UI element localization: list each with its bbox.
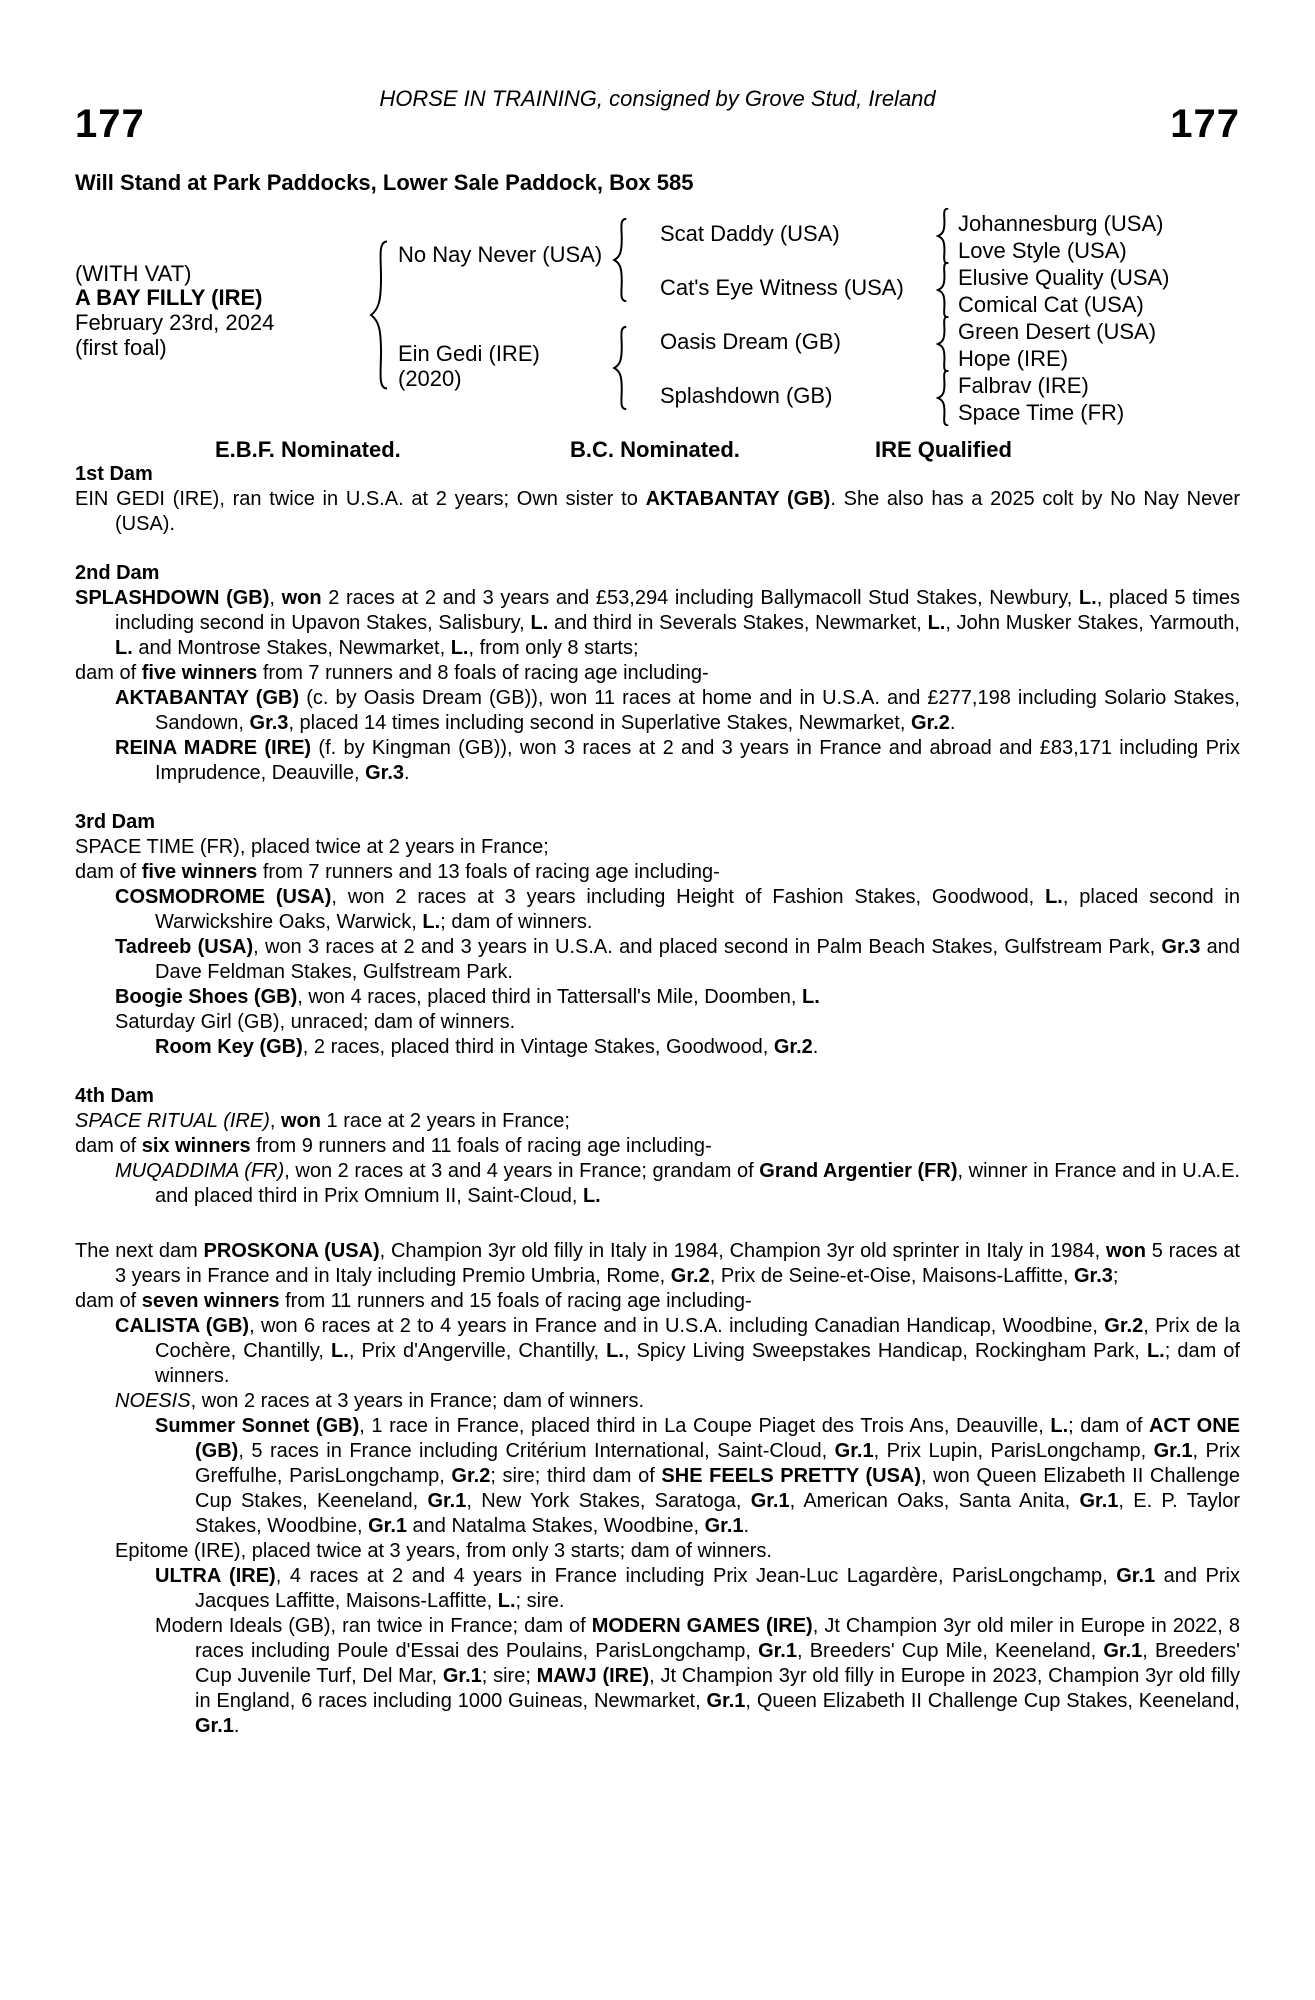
pedigree-brace	[612, 326, 627, 410]
subject-name: A BAY FILLY (IRE)	[75, 285, 263, 310]
body-paragraph: dam of five winners from 7 runners and 8 foals of racing age including-	[75, 662, 709, 684]
body-paragraph: SPACE RITUAL (IRE), won 1 race at 2 years in France;	[75, 1110, 570, 1132]
pedigree-brace	[936, 262, 949, 318]
stand-location-line: Will Stand at Park Paddocks, Lower Sale Paddock, Box 585	[75, 170, 694, 195]
body-paragraph: Boogie Shoes (GB), won 4 races, placed third in Tattersall's Mile, Doomben, L.	[115, 986, 820, 1008]
body-paragraph: CALISTA (GB), won 6 races at 2 to 4 years in France and in U.S.A. including Canadian Handicap, Woodbine, Gr.2, Prix de la Cochère, Chantilly, L., Prix d'Angerville, Chantilly, L., Spicy Living Sweepstakes Handicap, Rockingham Park, L.; dam of winners.	[115, 1315, 1241, 1387]
pedigree-brace	[936, 208, 949, 264]
body-paragraph: The next dam PROSKONA (USA), Champion 3yr old filly in Italy in 1984, Champion 3yr old sprinter in Italy in 1984, won 5 races at 3 years in France and in Italy including Premio Umbria, Rome, Gr.2, Prix de Seine-et-Oise, Maisons-Laffitte, Gr.3;	[75, 1240, 1240, 1287]
body-paragraph: EIN GEDI (IRE), ran twice in U.S.A. at 2 years; Own sister to AKTABANTAY (GB). She also has a 2025 colt by No Nay Never (USA).	[75, 488, 1240, 535]
pedigree-brace	[936, 316, 949, 372]
lot-number-right: 177	[1170, 102, 1240, 146]
body-paragraph: ULTRA (IRE), 4 races at 2 and 4 years in France including Prix Jean-Luc Lagardère, ParisLongchamp, Gr.1 and Prix Jacques Laffitte, Maisons-Laffitte, L.; sire.	[155, 1565, 1240, 1612]
pedigree-ancestor: Green Desert (USA)	[958, 319, 1157, 344]
pedigree-text	[75, 462, 1240, 1739]
pedigree-ancestor: Love Style (USA)	[958, 238, 1127, 263]
pedigree-brace	[368, 240, 388, 390]
vat-note: (WITH VAT)	[75, 261, 192, 286]
pedigree-ancestor: Elusive Quality (USA)	[958, 265, 1170, 290]
pedigree-dam-sire: Oasis Dream (GB)	[660, 329, 841, 354]
bc-nomination: B.C. Nominated.	[570, 437, 740, 462]
pedigree-sire-sire: Scat Daddy (USA)	[660, 221, 840, 246]
body-paragraph: dam of six winners from 9 runners and 11 foals of racing age including-	[75, 1135, 712, 1157]
pedigree-ancestor: Falbrav (IRE)	[958, 373, 1089, 398]
section-heading: 2nd Dam	[75, 562, 160, 584]
pedigree-ancestor: Hope (IRE)	[958, 346, 1069, 371]
section-heading: 1st Dam	[75, 463, 153, 485]
subject-foaling-date: February 23rd, 2024	[75, 310, 275, 335]
pedigree-dam-dam: Splashdown (GB)	[660, 383, 833, 408]
body-paragraph: dam of five winners from 7 runners and 13 foals of racing age including-	[75, 861, 720, 883]
body-paragraph: NOESIS, won 2 races at 3 years in France; dam of winners.	[115, 1390, 645, 1412]
pedigree-ancestor: Comical Cat (USA)	[958, 292, 1144, 317]
body-paragraph: SPACE TIME (FR), placed twice at 2 years in France;	[75, 836, 549, 858]
pedigree-ancestor: Johannesburg (USA)	[958, 211, 1164, 236]
body-paragraph: Saturday Girl (GB), unraced; dam of winners.	[115, 1011, 516, 1033]
ebf-nomination: E.B.F. Nominated.	[215, 437, 401, 462]
section-heading: 4th Dam	[75, 1085, 154, 1107]
pedigree-dam-year: (2020)	[398, 366, 462, 391]
body-paragraph: SPLASHDOWN (GB), won 2 races at 2 and 3 years and £53,294 including Ballymacoll Stud Stakes, Newbury, L., placed 5 times including second in Upavon Stakes, Salisbury, L. and third in Severals Stakes, Newmarket, L., John Musker Stakes, Yarmouth, L. and Montrose Stakes, Newmarket, L., from only 8 starts;	[75, 587, 1240, 659]
pedigree-dam: Ein Gedi (IRE)	[398, 341, 540, 366]
pedigree-brace	[936, 370, 949, 426]
body-paragraph: Summer Sonnet (GB), 1 race in France, placed third in La Coupe Piaget des Trois Ans, Deauville, L.; dam of ACT ONE (GB), 5 races in France including Critérium International, Saint-Cloud, Gr.1, Prix Lupin, ParisLongchamp, Gr.1, Prix Greffulhe, ParisLongchamp, Gr.2; sire; third dam of SHE FEELS PRETTY (USA), won Queen Elizabeth II Challenge Cup Stakes, Keeneland, Gr.1, New York Stakes, Saratoga, Gr.1, American Oaks, Santa Anita, Gr.1, E. P. Taylor Stakes, Woodbine, Gr.1 and Natalma Stakes, Woodbine, Gr.1.	[155, 1415, 1241, 1537]
body-paragraph: Room Key (GB), 2 races, placed third in Vintage Stakes, Goodwood, Gr.2.	[155, 1036, 819, 1058]
pedigree-ancestor: Space Time (FR)	[958, 400, 1125, 425]
body-paragraph: REINA MADRE (IRE) (f. by Kingman (GB)), won 3 races at 2 and 3 years in France and abroad and £83,171 including Prix Imprudence, Deauville, Gr.3.	[115, 737, 1241, 784]
pedigree-sire-dam: Cat's Eye Witness (USA)	[660, 275, 904, 300]
lot-number-left: 177	[75, 102, 145, 146]
body-paragraph: Modern Ideals (GB), ran twice in France; dam of MODERN GAMES (IRE), Jt Champion 3yr old miler in Europe in 2022, 8 races including Poule d'Essai des Poulains, ParisLongchamp, Gr.1, Breeders' Cup Mile, Keeneland, Gr.1, Breeders' Cup Juvenile Turf, Del Mar, Gr.1; sire; MAWJ (IRE), Jt Champion 3yr old filly in Europe in 2023, Champion 3yr old filly in England, 6 races including 1000 Guineas, Newmarket, Gr.1, Queen Elizabeth II Challenge Cup Stakes, Keeneland, Gr.1.	[155, 1615, 1240, 1737]
pedigree-brace	[612, 218, 627, 302]
pedigree-sire: No Nay Never (USA)	[398, 242, 603, 267]
body-paragraph: Epitome (IRE), placed twice at 3 years, from only 3 starts; dam of winners.	[115, 1540, 772, 1562]
body-paragraph: COSMODROME (USA), won 2 races at 3 years including Height of Fashion Stakes, Goodwood, L., placed second in Warwickshire Oaks, Warwick, L.; dam of winners.	[115, 886, 1240, 933]
body-paragraph: MUQADDIMA (FR), won 2 races at 3 and 4 years in France; grandam of Grand Argentier (FR), winner in France and in U.A.E. and placed third in Prix Omnium II, Saint-Cloud, L.	[115, 1160, 1240, 1207]
body-paragraph: AKTABANTAY (GB) (c. by Oasis Dream (GB)), won 11 races at home and in U.S.A. and £277,198 including Solario Stakes, Sandown, Gr.3, placed 14 times including second in Superlative Stakes, Newmarket, Gr.2.	[115, 687, 1240, 734]
subject-foal-note: (first foal)	[75, 335, 167, 360]
ire-qualified: IRE Qualified	[875, 437, 1012, 462]
body-paragraph: Tadreeb (USA), won 3 races at 2 and 3 years in U.S.A. and placed second in Palm Beach Stakes, Gulfstream Park, Gr.3 and Dave Feldman Stakes, Gulfstream Park.	[115, 936, 1240, 983]
body-paragraph: dam of seven winners from 11 runners and 15 foals of racing age including-	[75, 1290, 752, 1312]
section-heading: 3rd Dam	[75, 811, 156, 833]
page-title: HORSE IN TRAINING, consigned by Grove Stud, Ireland	[379, 86, 936, 111]
